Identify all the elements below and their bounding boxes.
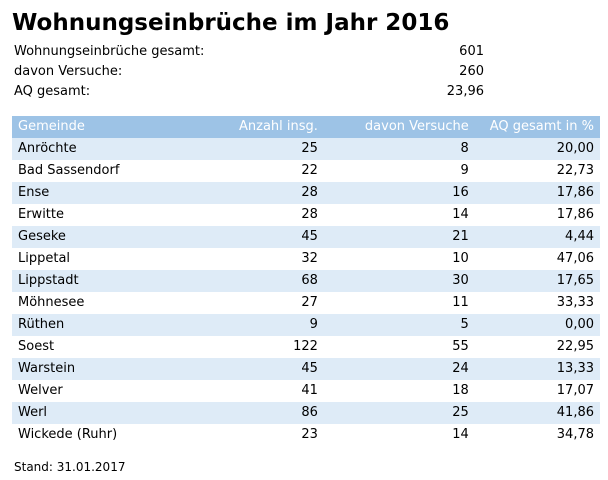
cell-versuche: 25 <box>324 402 475 424</box>
cell-aq: 13,33 <box>475 358 600 380</box>
cell-aq: 22,73 <box>475 160 600 182</box>
table-header <box>12 116 600 138</box>
cell-gemeinde: Erwitte <box>12 204 193 226</box>
cell-anzahl: 86 <box>193 402 324 424</box>
cell-aq: 0,00 <box>475 314 600 336</box>
table-body <box>12 138 600 446</box>
cell-aq: 20,00 <box>475 138 600 160</box>
cell-gemeinde: Werl <box>12 402 193 424</box>
cell-anzahl: 41 <box>193 380 324 402</box>
cell-gemeinde: Wickede (Ruhr) <box>12 424 193 446</box>
burglary-table <box>12 116 600 446</box>
cell-gemeinde: Warstein <box>12 358 193 380</box>
table-row <box>12 292 600 314</box>
column-header-aq: AQ gesamt in % <box>475 116 600 138</box>
cell-anzahl: 22 <box>193 160 324 182</box>
summary-block <box>14 42 594 102</box>
summary-value: 23,96 <box>446 84 484 99</box>
cell-anzahl: 27 <box>193 292 324 314</box>
cell-anzahl: 23 <box>193 424 324 446</box>
cell-gemeinde: Bad Sassendorf <box>12 160 193 182</box>
summary-label: Wohnungseinbrüche gesamt: <box>14 44 205 59</box>
cell-gemeinde: Soest <box>12 336 193 358</box>
cell-versuche: 10 <box>324 248 475 270</box>
cell-aq: 47,06 <box>475 248 600 270</box>
table-row <box>12 402 600 424</box>
cell-versuche: 8 <box>324 138 475 160</box>
cell-versuche: 9 <box>324 160 475 182</box>
table-row <box>12 380 600 402</box>
cell-aq: 33,33 <box>475 292 600 314</box>
table-row <box>12 226 600 248</box>
footer-note: Stand: 31.01.2017 <box>14 460 126 474</box>
table-row <box>12 248 600 270</box>
cell-versuche: 11 <box>324 292 475 314</box>
table-header-row <box>12 116 600 138</box>
cell-versuche: 55 <box>324 336 475 358</box>
cell-aq: 22,95 <box>475 336 600 358</box>
column-header-gemeinde: Gemeinde <box>12 116 193 138</box>
cell-gemeinde: Rüthen <box>12 314 193 336</box>
column-header-versuche: davon Versuche <box>324 116 475 138</box>
cell-aq: 41,86 <box>475 402 600 424</box>
cell-gemeinde: Lippstadt <box>12 270 193 292</box>
cell-anzahl: 45 <box>193 358 324 380</box>
summary-value: 260 <box>459 64 484 79</box>
cell-aq: 17,65 <box>475 270 600 292</box>
cell-anzahl: 28 <box>193 182 324 204</box>
page-title: Wohnungseinbrüche im Jahr 2016 <box>12 10 450 36</box>
cell-versuche: 21 <box>324 226 475 248</box>
cell-aq: 17,86 <box>475 182 600 204</box>
cell-gemeinde: Möhnesee <box>12 292 193 314</box>
summary-row <box>14 62 594 82</box>
cell-versuche: 14 <box>324 204 475 226</box>
cell-versuche: 18 <box>324 380 475 402</box>
cell-versuche: 30 <box>324 270 475 292</box>
column-header-anzahl: Anzahl insg. <box>193 116 324 138</box>
cell-anzahl: 122 <box>193 336 324 358</box>
cell-aq: 4,44 <box>475 226 600 248</box>
table-row <box>12 160 600 182</box>
cell-anzahl: 28 <box>193 204 324 226</box>
summary-row <box>14 82 594 102</box>
cell-anzahl: 32 <box>193 248 324 270</box>
cell-anzahl: 25 <box>193 138 324 160</box>
table-row <box>12 138 600 160</box>
summary-row <box>14 42 594 62</box>
cell-anzahl: 9 <box>193 314 324 336</box>
summary-value: 601 <box>459 44 484 59</box>
cell-aq: 34,78 <box>475 424 600 446</box>
cell-gemeinde: Welver <box>12 380 193 402</box>
table-row <box>12 204 600 226</box>
cell-versuche: 14 <box>324 424 475 446</box>
cell-versuche: 16 <box>324 182 475 204</box>
table-row <box>12 336 600 358</box>
cell-aq: 17,07 <box>475 380 600 402</box>
table-row <box>12 424 600 446</box>
cell-gemeinde: Anröchte <box>12 138 193 160</box>
cell-gemeinde: Geseke <box>12 226 193 248</box>
cell-anzahl: 45 <box>193 226 324 248</box>
cell-gemeinde: Lippetal <box>12 248 193 270</box>
summary-label: AQ gesamt: <box>14 84 91 99</box>
table-row <box>12 270 600 292</box>
cell-versuche: 24 <box>324 358 475 380</box>
cell-aq: 17,86 <box>475 204 600 226</box>
table-row <box>12 358 600 380</box>
summary-label: davon Versuche: <box>14 64 123 79</box>
cell-gemeinde: Ense <box>12 182 193 204</box>
table-row <box>12 314 600 336</box>
cell-versuche: 5 <box>324 314 475 336</box>
cell-anzahl: 68 <box>193 270 324 292</box>
table-row <box>12 182 600 204</box>
